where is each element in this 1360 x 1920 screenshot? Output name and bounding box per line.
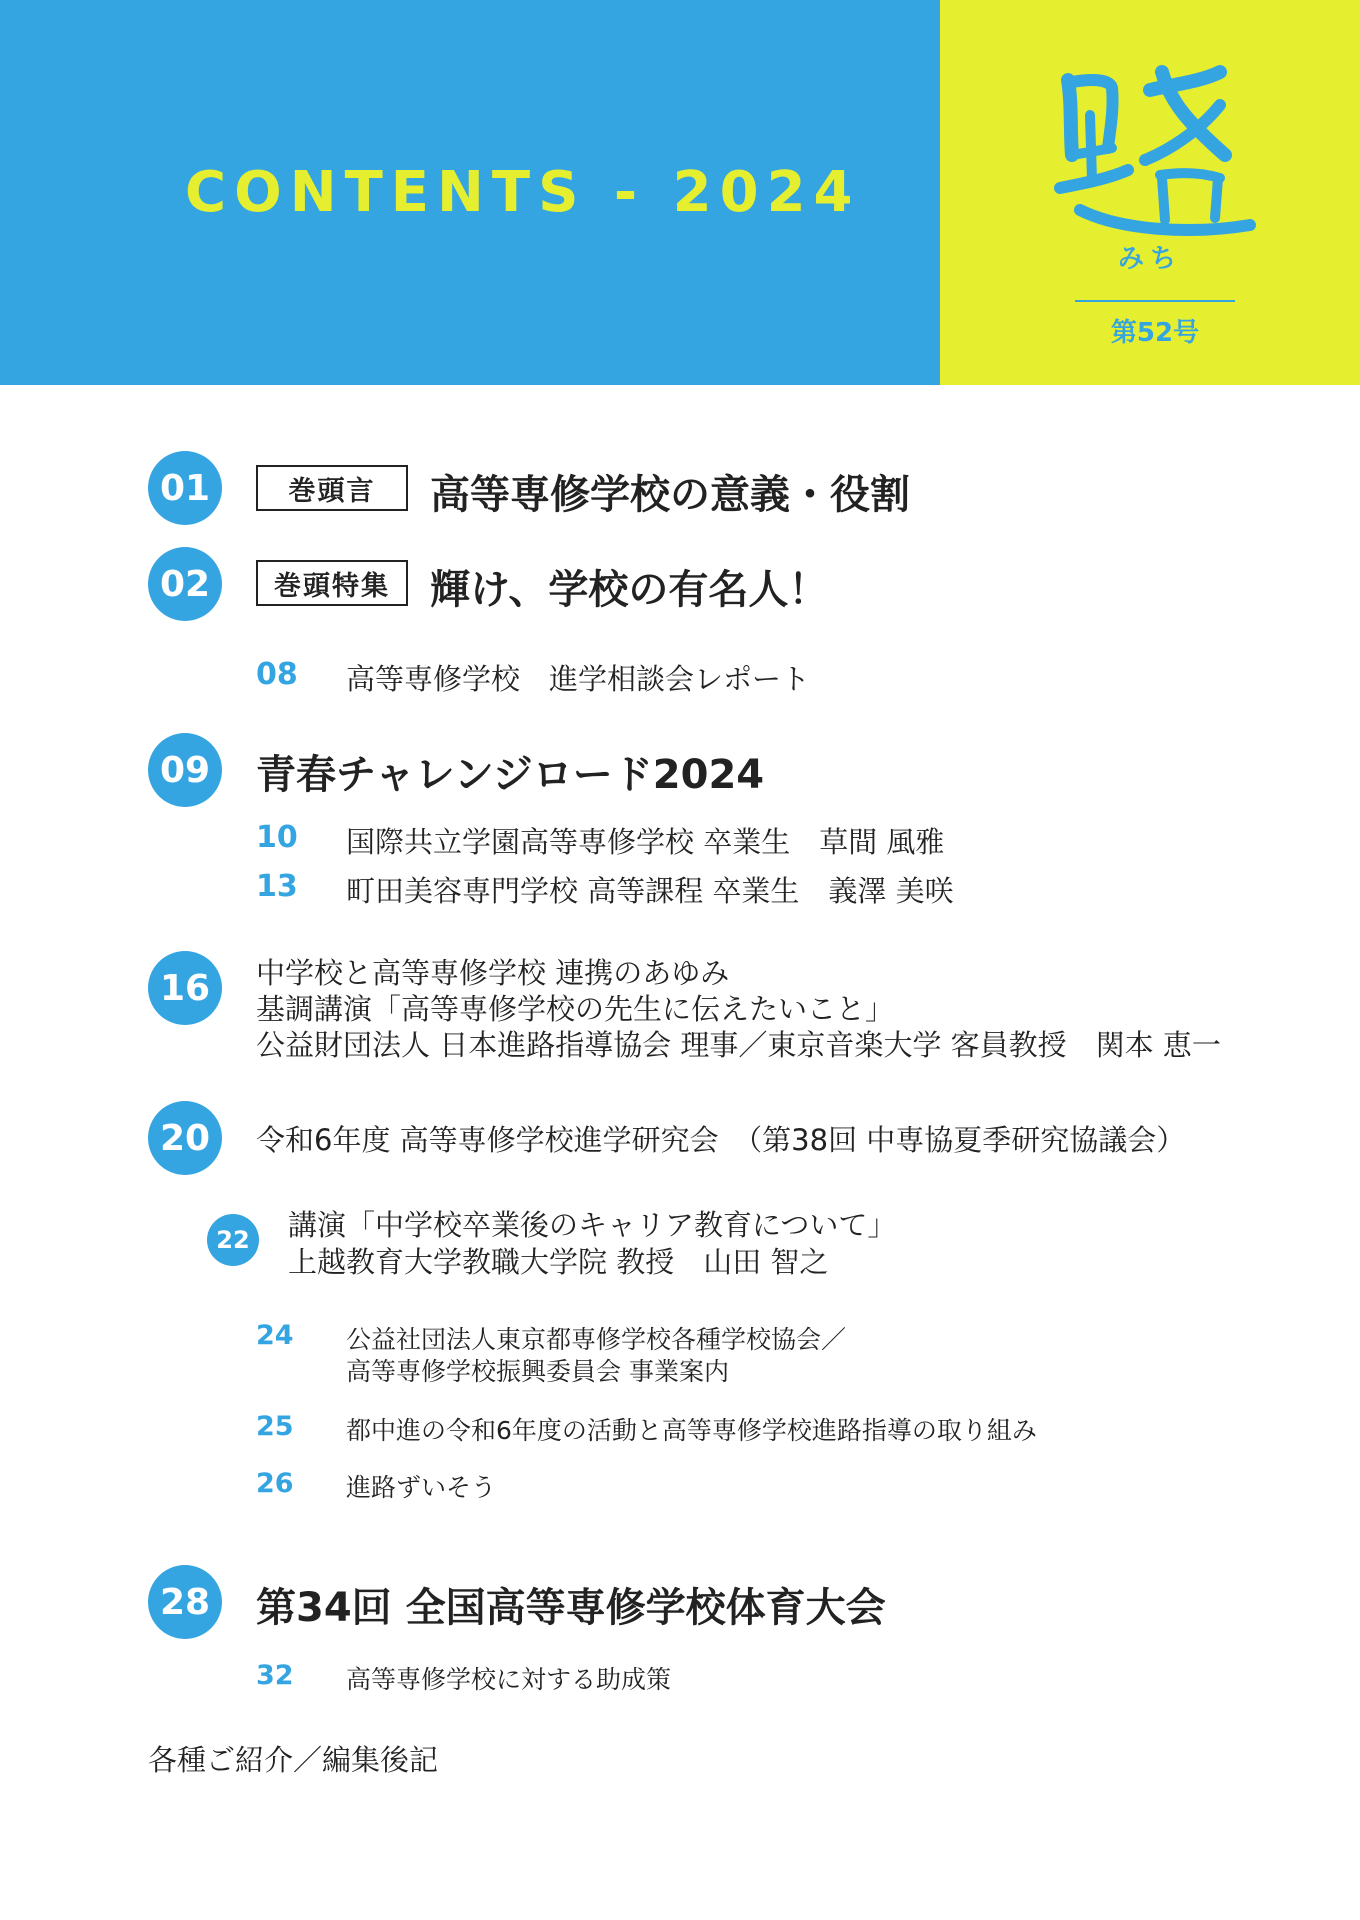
headline-09: 青春チャレンジロード2024 [256, 752, 765, 798]
headline-02: 輝け、学校の有名人！ [430, 567, 829, 613]
page-badge-09: 09 [148, 733, 222, 807]
entry-08: 高等専修学校 進学相談会レポート [346, 662, 811, 696]
entry-16-line1: 中学校と高等専修学校 連携のあゆみ [256, 956, 730, 990]
page-num-10: 10 [256, 820, 298, 855]
logo-reading: みち [1117, 244, 1182, 274]
footer-note: 各種ご紹介／編集後記 [148, 1743, 439, 1777]
page-num-08: 08 [256, 657, 298, 692]
page-num-32: 32 [256, 1660, 294, 1691]
issue-number: 第52号 [1110, 318, 1200, 348]
michi-logo [1050, 60, 1260, 240]
page-badge-22: 22 [207, 1214, 259, 1266]
issue-divider [1075, 300, 1235, 302]
header-blue-panel [0, 0, 940, 385]
page-badge-28: 28 [148, 1565, 222, 1639]
entry-13: 町田美容専門学校 高等課程 卒業生 義澤 美咲 [346, 874, 954, 908]
page-num-13: 13 [256, 869, 298, 904]
entry-32: 高等専修学校に対する助成策 [346, 1665, 672, 1694]
contents-title: CONTENTS - 2024 [185, 160, 861, 225]
entry-25: 都中進の令和6年度の活動と高等専修学校進路指導の取り組み [346, 1416, 1037, 1445]
entry-16-line2: 基調講演「高等専修学校の先生に伝えたいこと」 [256, 992, 895, 1026]
page-badge-01: 01 [148, 451, 222, 525]
entry-24-line1: 公益社団法人東京都専修学校各種学校協会／ [346, 1325, 847, 1354]
entry-10: 国際共立学園高等専修学校 卒業生 草間 風雅 [346, 825, 945, 859]
page-badge-16: 16 [148, 951, 222, 1025]
headline-01: 高等専修学校の意義・役割 [430, 472, 910, 518]
entry-26: 進路ずいそう [346, 1473, 497, 1502]
page-badge-02: 02 [148, 547, 222, 621]
entry-20: 令和6年度 高等専修学校進学研究会 （第38回 中専協夏季研究協議会） [256, 1123, 1186, 1157]
page-num-25: 25 [256, 1411, 294, 1442]
entry-22-line2: 上越教育大学教職大学院 教授 山田 智之 [288, 1245, 829, 1279]
headline-28: 第34回 全国高等専修学校体育大会 [256, 1585, 886, 1631]
entry-22-line1: 講演「中学校卒業後のキャリア教育について」 [288, 1208, 897, 1242]
page-num-26: 26 [256, 1468, 294, 1499]
entry-16-line3: 公益財団法人 日本進路指導協会 理事／東京音楽大学 客員教授 関本 恵一 [256, 1028, 1221, 1062]
section-tag-kantogen: 巻頭言 [256, 465, 408, 511]
entry-24-line2: 高等専修学校振興委員会 事業案内 [346, 1357, 729, 1386]
section-tag-kanto-tokushu: 巻頭特集 [256, 560, 408, 606]
page-badge-20: 20 [148, 1101, 222, 1175]
page-num-24: 24 [256, 1320, 294, 1351]
